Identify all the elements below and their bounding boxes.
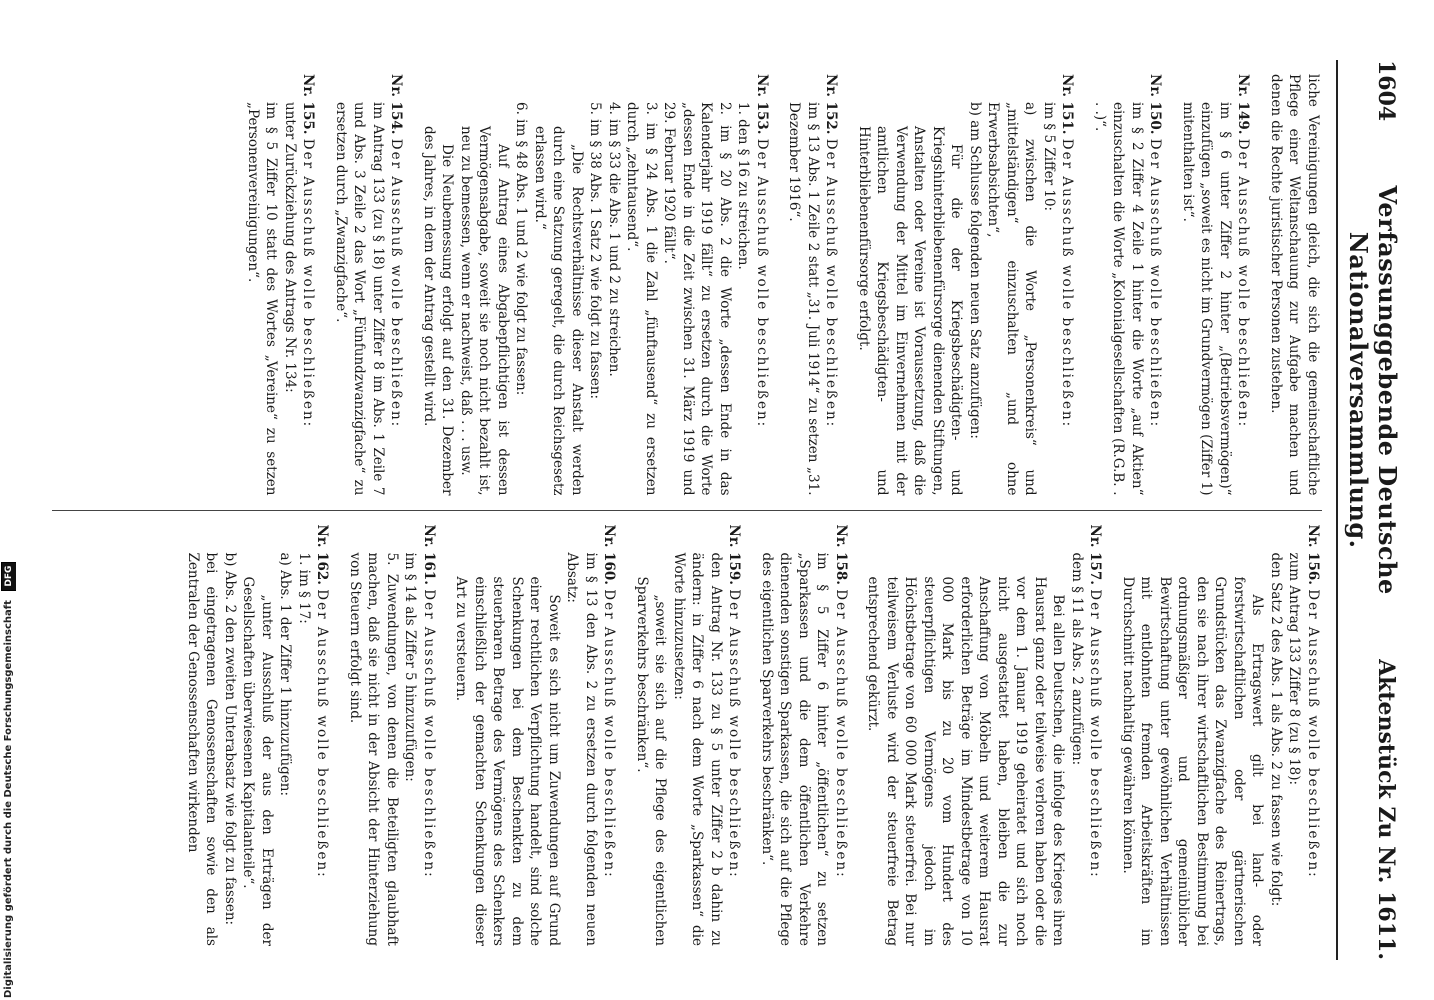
- motion-heading: [832, 525, 851, 947]
- motion-heading: [299, 74, 318, 496]
- motion-entry: [1179, 74, 1253, 496]
- motion-heading: [822, 74, 841, 496]
- motion-text-line: im § 14 als Ziffer 5 hinzuzufügen:: [402, 552, 419, 782]
- motion-entry: [452, 525, 619, 947]
- motion-resolution: Der Ausschuß wolle beschließen:: [754, 138, 770, 429]
- motion-text-line: Als Ertragswert gilt bei land- oder forstwirtschaftlichen oder gärtnerischen Grundstücken das Zwanzigfache des Reinertrags, den sie nach ihrer wirtschaftlichen Bestimmung bei ordnungsmäßiger und gemeinüblicher Bewirtschaftung unter gewöhnlichen Verhältnissen mit entlohnten fremden Arbeitskräften im Durchschnitt nachhaltig gewähren können.: [1120, 576, 1266, 946]
- motion-text-line: Die Neubemessung erfolgt auf den 31. Dezember des Jahres, in dem der Antrag gestellt wird.: [421, 126, 456, 496]
- motion-text-line: „Die Rechtsverhältnisse dieser Anstalt werden durch eine Satzung geregelt, die durch Reichsgesetz erlassen wird.“: [532, 126, 585, 496]
- motion-resolution: Der Ausschuß wolle beschließen:: [388, 138, 405, 429]
- motion-text-line: im § 6 unter Ziffer 2 hinter „(Betriebsvermögen)“ einzufügen „soweit es nicht im Grundvermögen (Ziffer 1) mitenthalten ist“.: [1180, 102, 1233, 496]
- motion-entry: [758, 525, 851, 947]
- motion-text-line: den Satz 2 des Abs. 1 als Abs. 2 zu fassen wie folgt:: [1268, 552, 1284, 907]
- motion-text-line: dem § 11 als Abs. 2 anzufügen:: [1069, 552, 1085, 766]
- motion-text-line: den Antrag Nr. 133 zu § 5 unter Ziffer 2 b dahin zu ändern: in Ziffer 6 nach dem Worte „Sparkassen“ die Worte hinzuzusetzen:: [671, 552, 724, 946]
- right-column: [52, 510, 1322, 961]
- dfg-logo: DFG: [1, 562, 16, 591]
- motion-entry: [244, 74, 318, 496]
- motion-number: Nr. 161.: [421, 524, 437, 585]
- motion-number: Nr. 151.: [1059, 74, 1076, 135]
- motion-number: Nr. 156.: [1305, 524, 1321, 585]
- motion-text-line: im Antrag 133 (zu § 18) unter Ziffer 8 im Abs. 1 Zeile 7 und Abs. 3 Zeile 2 das Wort „Fünfundzwanzigfache“ zu ersetzen durch „Zwanzigfache“.: [333, 102, 386, 496]
- motion-entry: [785, 74, 841, 496]
- motion-resolution: Der Ausschuß wolle beschließen:: [421, 589, 437, 879]
- motion-text-line: unter Zurückziehung des Antrags Nr. 134:: [282, 102, 298, 393]
- continuation-paragraph: [1267, 74, 1323, 496]
- motion-text-line: zum Antrag 133 Ziffer 8 (zu § 18):: [1286, 552, 1303, 786]
- motion-text-line: Für die der Kriegsbeschädigten- und Kriegshinterbliebenenfürsorge dienenden Stiftungen, Anstalten oder Vereine ist Voraussetzung, daß die Verwendung der Mittel im Einvernehmen mit der amtlichen Kriegsbeschädigten- und Hinterbliebenenfürsorge erfolgt.: [856, 126, 965, 496]
- motion-text-line: 5. im § 38 Abs. 1 Satz 2 wie folgt zu fassen:: [587, 102, 604, 400]
- motion-heading: [313, 525, 332, 947]
- motion-entry: [420, 74, 772, 496]
- page-title: Verfassunggebende Deutsche Nationalversammlung.: [1344, 185, 1402, 595]
- page-number: 1604: [1373, 60, 1399, 122]
- motion-heading: [1304, 525, 1323, 947]
- motion-text-line: im § 13 Abs. 1 Zeile 2 statt „31. Juli 1914“ zu setzen „31. Dezember 1916“.: [786, 102, 821, 496]
- motion-number: Nr. 157.: [1087, 524, 1104, 585]
- motion-number: Nr. 150.: [1147, 74, 1164, 135]
- motion-resolution: Der Ausschuß wolle beschließen:: [1305, 589, 1321, 879]
- motion-resolution: Der Ausschuß wolle beschließen:: [1147, 138, 1164, 429]
- motion-entry: [1091, 74, 1165, 496]
- motion-text-line: b) Abs. 2 den zweiten Unterabsatz wie folgt zu fassen:: [222, 552, 238, 926]
- text-columns: [52, 60, 1322, 960]
- motion-text-line: Soweit es sich nicht um Zuwendungen auf Grund einer rechtlichen Verpflichtung handelt, sind solche Schenkungen bei dem Beschenkten zu dem steuerbaren Betrage des Vermögens des Schenkers einschließlich der gemachten Schenkungen dieser Art zu versteuern.: [453, 576, 562, 946]
- motion-text-line: im § 2 Ziffer 4 Zeile 1 hinter die Worte „auf Aktien“ einzuschalten die Worte „Kolonialgesellschaften (R.G.B. . . .)“.: [1092, 102, 1145, 496]
- left-column: [52, 60, 1322, 510]
- motion-heading: [1058, 74, 1077, 496]
- motion-resolution: Der Ausschuß wolle beschließen:: [1059, 138, 1076, 429]
- motion-resolution: Der Ausschuß wolle beschließen:: [314, 589, 331, 879]
- motion-text-line: „soweit sie sich auf die Pflege des eigentlichen Sparverkehrs beschränken“.: [634, 576, 669, 946]
- motion-number: Nr. 152.: [823, 74, 840, 135]
- motion-text-line: 1. den § 16 zu streichen.: [735, 102, 752, 270]
- motion-text-line: Auf Antrag eines Abgabepflichtigen ist dessen Vermögensabgabe, soweit sie noch nicht bezahlt ist, neu zu bemessen, wenn er nachweist, daß . . . usw.: [458, 126, 511, 496]
- motion-resolution: Der Ausschuß wolle beschließen:: [726, 589, 743, 879]
- motion-resolution: Der Ausschuß wolle beschließen:: [823, 138, 840, 429]
- motion-number: Nr. 160.: [601, 524, 618, 585]
- motion-number: Nr. 158.: [833, 524, 849, 585]
- motion-entry: [332, 74, 406, 496]
- motion-text-line: 4. im § 33 die Abs. 1 und 2 zu streichen.: [606, 102, 622, 377]
- motion-resolution: Der Ausschuß wolle beschließen:: [1087, 589, 1104, 879]
- motion-entry: [855, 74, 1077, 496]
- motion-heading: [600, 525, 619, 947]
- continuation-text: liche Vereinigungen gleich, die sich die gemeinschaftliche Pflege einer Weltanschauung zur Aufgabe machen und denen die Rechte juristischer Personen zustehen.: [1268, 74, 1321, 496]
- motion-entry: [184, 525, 332, 947]
- motion-text-line: „unter Ausschluß der aus den Erträgen der Gesellschaften überwiesenen Kapitalanteile“.: [240, 576, 275, 946]
- motion-text-line: 5. Zuwendungen, von denen die Beteiligten glaubhaft machen, daß sie nicht in der Absicht der Hinterziehung von Steuern erfolgt sind.: [347, 552, 400, 946]
- motion-number: Nr. 162.: [314, 524, 331, 585]
- motion-entry: [346, 525, 439, 947]
- page-header: [1336, 60, 1402, 960]
- motion-heading: [1146, 74, 1165, 496]
- motion-heading: [387, 74, 406, 496]
- motion-resolution: Der Ausschuß wolle beschließen:: [1235, 138, 1252, 429]
- annex-reference: Aktenstück Zu Nr. 1611.: [1373, 659, 1399, 960]
- motion-text-line: Bei allen Deutschen, die infolge des Krieges ihren Hausrat ganz oder teilweise verloren haben oder die vor dem 1. Januar 1919 geheiratet und sich noch nicht ausgestattet haben, bleiben die zur Anschaffung von Möbeln und weiterem Hausrat erforderlichen Beträge im Mindestbetrage von 10 000 Mark bis zu 20 vom Hundert des steuerpflichtigen Vermögens jedoch im Höchstbetrage von 60 000 Mark steuerfrei. Bei nur teilweisem Verluste wird der steuerfreie Betrag entsprechend gekürzt.: [865, 576, 1067, 946]
- motion-entry: [864, 525, 1105, 947]
- motion-text-line: a) Abs. 1 der Ziffer 1 hinzuzufügen:: [277, 552, 294, 797]
- motion-heading: [725, 525, 744, 947]
- motion-entry: [633, 525, 744, 947]
- side-credit-text: Digitalisierung gefördert durch die Deutsche Forschungsgemeinschaft: [3, 600, 14, 998]
- motion-text-line: a) zwischen die Worte „Personenkreis“ und „mittelständigen“ einzuschalten „und ohne Erwerbsabsichten“,: [985, 102, 1039, 496]
- motion-number: Nr. 155.: [300, 74, 317, 135]
- motion-number: Nr. 159.: [726, 524, 743, 585]
- motion-text-line: 2. im § 20 Abs. 2 die Worte „dessen Ende in das Kalenderjahr 1919 fällt“ zu ersetzen durch die Worte „dessen Ende in die Zeit zwischen 31. März 1919 und 29. Februar 1920 fällt“.: [661, 102, 733, 496]
- motion-entry: [1119, 525, 1323, 947]
- motion-number: Nr. 149.: [1235, 74, 1252, 135]
- motion-text-line: im § 5 Ziffer 10:: [1041, 102, 1057, 212]
- motion-heading: [1234, 74, 1253, 496]
- motion-text-line: 3. im § 24 Abs. 1 die Zahl „fünftausend“ zu ersetzen durch „zehntausend“.: [624, 102, 659, 496]
- motion-heading: [1086, 525, 1105, 947]
- motion-number: Nr. 154.: [388, 74, 405, 135]
- motion-text-line: im § 5 Ziffer 10 statt des Wortes „Vereine“ zu setzen „Personenvereinigungen“.: [245, 102, 280, 496]
- motion-heading: [753, 74, 772, 496]
- motion-number: Nr. 153.: [754, 74, 770, 135]
- motion-text-line: b) am Schlusse folgenden neuen Satz anzufügen:: [967, 102, 983, 439]
- motion-text-line: 6. im § 48 Abs. 1 und 2 wie folgt zu fassen:: [513, 102, 530, 396]
- motion-text-line: im § 13 den Abs. 2 zu ersetzen durch folgenden neuen Absatz:: [564, 552, 599, 946]
- motion-resolution: Der Ausschuß wolle beschließen:: [300, 138, 317, 429]
- motion-resolution: Der Ausschuß wolle beschließen:: [833, 589, 849, 879]
- motion-text-line: 1. im § 17:: [296, 552, 312, 624]
- motion-text-line: bei eingetragenen Genossenschaften sowie den als Zentralen der Genossenschaften wirkenden: [185, 552, 220, 946]
- motion-text-line: im § 5 Ziffer 6 hinter „öffentlichen“ zu setzen „Sparkassen und die dem öffentlichen Verkehre dienenden sonstigen Sparkassen, die sich auf die Pflege des eigentlichen Sparverkehrs beschränken“.: [759, 552, 831, 946]
- motion-resolution: Der Ausschuß wolle beschließen:: [601, 589, 618, 879]
- motion-heading: [420, 525, 439, 947]
